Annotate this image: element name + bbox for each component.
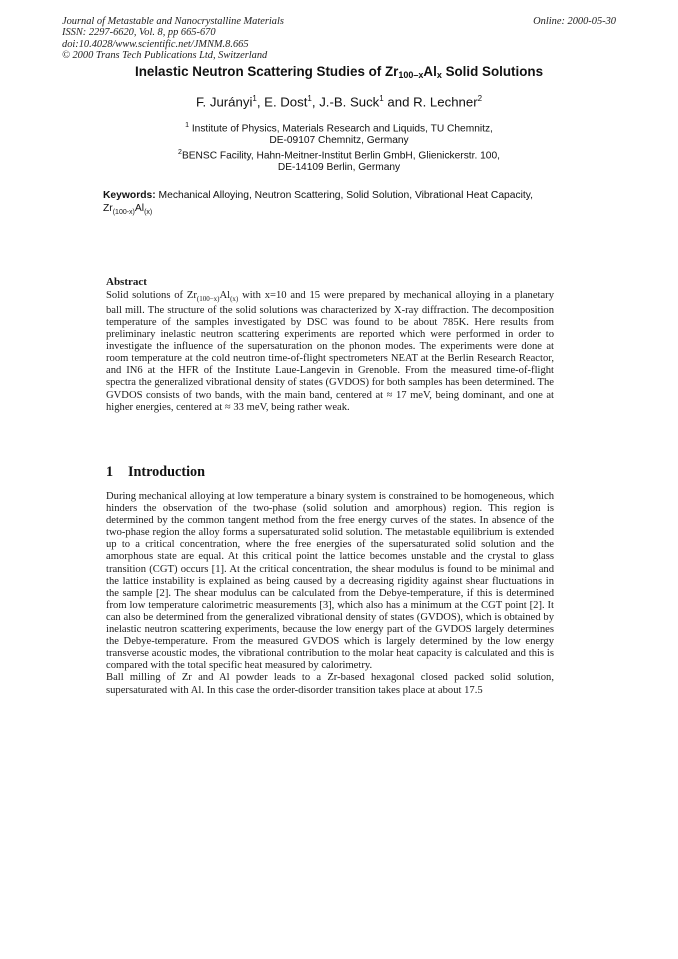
abstract-body: with x=10 and 15 were prepared by mechanical alloying in a planetary ball mill. The structure of the solid solutions was characterized by X-ray diffraction. The decomposition temperature of the samples investigated by DSC was found to be about 785K. Here results from preliminary inelastic neutron scattering experiments are reported which were performed in order to investigate the influence of the supersaturation on the phonon modes. The experiments were done at room temperature at the cold neutron time-of-flight spectrometers NEAT at the Berlin Research Reactor, and IN6 at the HFR of the Institute Laue-Langevin in Grenoble. From the measured time-of-flight spectra the generalized vibrational density of states (GVDOS) for both samples has been determined. The GVDOS consists of two bands, with the main band, centered at ≈ 17 meV, being dominant, and one at higher energies, centered at ≈ 33 meV, being rather weak.: [106, 290, 555, 413]
affiliation-1-marker: 1: [185, 122, 189, 129]
author-1-affil: 1: [252, 94, 257, 103]
title-subscript-2: x: [436, 70, 442, 80]
section-heading-introduction: [106, 464, 205, 481]
abstract-formula-sub-2: (x): [230, 295, 239, 304]
affiliation-1-line-2: DE-09107 Chemnitz, Germany: [269, 135, 409, 147]
author-list: [62, 94, 616, 109]
author-1: F. Jurányi: [195, 94, 253, 110]
author-3-affil: 1: [379, 94, 384, 103]
abstract-section: [106, 276, 554, 414]
abstract-heading: Abstract: [106, 276, 147, 288]
section-title: Introduction: [128, 464, 205, 480]
title-subscript-1: 100–x: [398, 70, 424, 80]
keywords-formula-sub-2: (x): [144, 209, 153, 217]
abstract-formula-sub-1: (100−x): [196, 295, 220, 304]
introduction-paragraph-2: Ball milling of Zr and Al powder leads to a Zr-based hexagonal closed packed solid solution, supersaturated with Al. In this case the order-disorder transition takes place at about 17.5: [106, 672, 554, 696]
keywords-formula-zr: Zr: [103, 203, 113, 214]
abstract-formula-al: Al: [219, 290, 231, 302]
affiliation-2-line-2: DE-14109 Berlin, Germany: [277, 162, 401, 174]
copyright-line: © 2000 Trans Tech Publications Ltd, Switzerland: [62, 49, 268, 61]
abstract-lead: Solid solutions of Zr: [106, 290, 197, 302]
affiliation-2-line-1: BENSC Facility, Hahn-Meitner-Institut Berlin GmbH, Glienickerstr. 100,: [181, 150, 500, 162]
title-prefix: Inelastic Neutron Scattering Studies of Zr: [134, 64, 399, 79]
author-and: and: [383, 94, 414, 110]
introduction-paragraph-1: During mechanical alloying at low temperature a binary system is constrained to be homogeneous, which hinders the observation of the two-phase (solid solution and amorphous) region. This region is determined by the common tangent method from the free energy curves of the states. In absence of the two-phase region the alloy forms a supersaturated solid solution. The metastable equilibrium is extended up to a critical concentration, where the free energies of the supersaturated solid solution and the amorphous state are equal. At this critical point the lattice becomes unstable and the crystal to glass transition (CGT) occurs [1]. At the critical concentration, the shear modulus is found to be minimal and the lattice instability is explained as being caused by a decreasing rigidity against shear fluctuations in the sample [2]. The shear modulus can be calculated from the Debye-temperature, if this is determined from low temperature calorimetric measurements [3], which also has a minimum at the CGT point [2]. It can also be determined from the generalized vibrational density of states (GVDOS), which is obtained by inelastic neutron scattering experiments, because the low energy part of the GVDOS largely determines the Debye-temperature. From the measured GVDOS which is largely determined by the low energy transverse acoustic modes, the vibrational contribution to the molar heat capacity is calculated and this is compared with the total specific heat measured by calorimetry.: [106, 491, 554, 672]
affiliation-1-line-1: Institute of Physics, Materials Research and Liquids, TU Chemnitz,: [191, 123, 493, 135]
journal-name: Journal of Metastable and Nanocrystalline Materials: [62, 16, 284, 27]
author-3: J.-B. Suck: [319, 94, 380, 110]
doi-line: doi:10.4028/www.scientific.net/JMNM.8.665: [62, 38, 249, 50]
online-date: Online: 2000-05-30: [533, 16, 616, 27]
keywords-formula-sub-1: (100-x): [112, 209, 135, 217]
author-4: R. Lechner: [413, 94, 478, 110]
journal-header: [62, 16, 616, 61]
issn-volume-line: ISSN: 2297-6620, Vol. 8, pp 665-670: [62, 27, 216, 39]
author-2: E. Dost: [264, 94, 308, 110]
title-al: Al: [423, 64, 437, 79]
affiliation-2-marker: 2: [178, 149, 182, 156]
keywords-label: Keywords:: [103, 190, 156, 201]
affiliation-2: [62, 147, 616, 174]
author-4-affil: 2: [477, 94, 483, 103]
paper-title: [62, 64, 616, 80]
keywords-text: Mechanical Alloying, Neutron Scattering, Solid Solution, Vibrational Heat Capacity,: [155, 190, 534, 201]
abstract-paragraph: [106, 290, 554, 414]
affiliation-1: [62, 120, 616, 147]
author-separator: ,: [311, 94, 320, 110]
title-suffix: Solid Solutions: [441, 64, 544, 79]
author-2-affil: 1: [307, 94, 312, 103]
author-separator: ,: [256, 94, 265, 110]
section-number: 1: [106, 464, 114, 480]
keywords-formula-al: Al: [134, 203, 145, 214]
keywords-block: [103, 189, 583, 219]
keywords-formula: [103, 202, 583, 219]
introduction-section: [106, 491, 554, 697]
